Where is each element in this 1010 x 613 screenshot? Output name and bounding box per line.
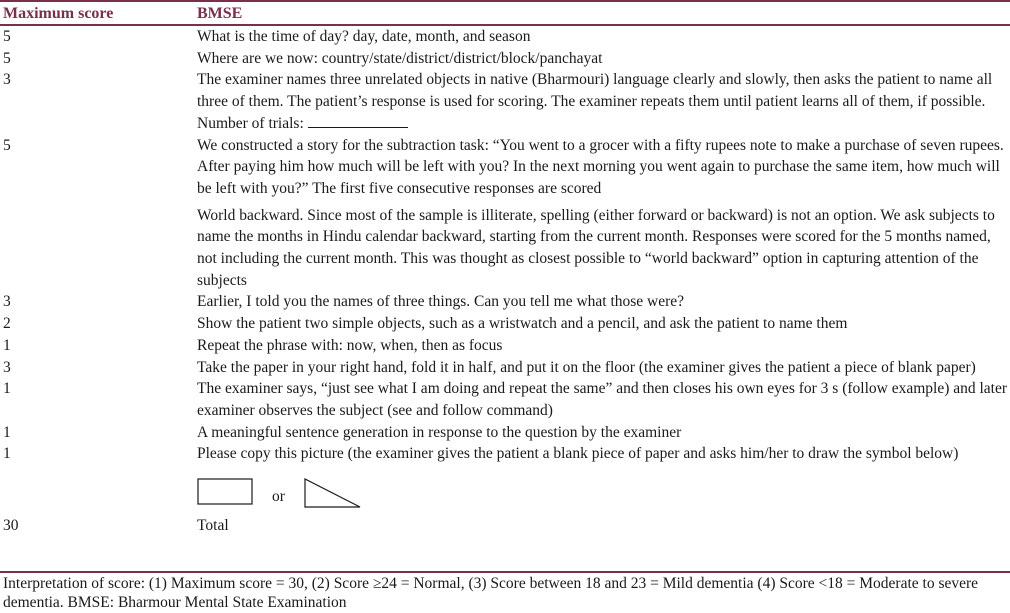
row-text: Show the patient two simple objects, such as a wristwatch and a pencil, and ask the patient to name them [197,315,848,333]
table-row [0,135,1010,200]
table-row [0,443,1010,513]
row-score [0,200,197,292]
top-rule [0,0,1010,2]
table-row [0,48,1010,70]
table-row [0,200,1010,292]
row-text: Repeat the phrase with: now, when, then as focus [197,336,503,354]
table-footnote: Interpretation of score: (1) Maximum score = 30, (2) Score ≥24 = Normal, (3) Score between 18 and 23 = Mild dementia (4) Score <18 = Moderate to severe dementia. BMSE: Bharmour Mental State Examination [3,575,979,611]
row-text: The examiner says, “just see what I am doing and repeat the same” and then closes his own eyes for 3 s (follow example) and later examiner observes the subject (see and follow command) [197,380,1008,419]
table-row [0,26,1010,48]
copy-symbols [197,465,1008,513]
row-score: 1 [3,423,11,441]
table-row [0,291,1010,313]
table-row [0,313,1010,335]
triangle-symbol-icon [305,479,360,507]
row-text: A meaningful sentence generation in response to the question by the examiner [197,423,682,441]
row-text: Please copy this picture (the examiner gives the patient a blank piece of paper and asks him/her to draw the symbol below) [197,445,959,463]
row-score: 1 [3,445,11,463]
row-text-with-blank [197,69,1010,134]
row-text-with-shapes [197,443,1010,513]
header-bmse: BMSE [197,5,243,22]
row-score: 3 [3,358,11,376]
total-label: Total [197,517,229,535]
table-row [0,335,1010,357]
row-text: Earlier, I told you the names of three things. Can you tell me what those were? [197,293,685,311]
row-score: 3 [3,293,11,311]
table-row [0,378,1010,421]
row-text: What is the time of day? day, date, month, and season [197,28,531,45]
row-score: 5 [3,49,11,67]
row-score: 1 [3,380,11,398]
or-label: or [272,488,285,506]
table-row [0,69,1010,134]
row-text: Take the paper in your right hand, fold it in half, and put it on the floor (the examiner gives the patient a piece of blank paper) [197,358,976,376]
row-text: The examiner names three unrelated objects in native (Bharmouri) language clearly and slowly, then asks the patient to name all three of them. The patient’s response is used for scoring. The examiner repeats them until patient learns all of them, if possible. Number of trials: [197,71,993,132]
rectangle-symbol-icon [198,479,252,504]
table-row [0,357,1010,379]
header-maximum-score: Maximum score [3,5,114,22]
total-score: 30 [3,517,19,535]
total-row [0,513,1010,537]
row-text: We constructed a story for the subtraction task: “You went to a grocer with a fifty rupees note to make a purchase of seven rupees. After paying him how much will be left with you? In the next morning you went again to purchase the same item, how much will be left with you?” The first five consecutive responses are scored [197,136,1004,197]
row-score: 1 [3,336,11,354]
trials-blank-line [308,113,408,128]
bottom-rule [0,571,1010,573]
row-score: 5 [3,136,11,154]
table-row [0,422,1010,444]
row-score: 5 [3,28,11,45]
bmse-table [0,26,1010,537]
row-text: Where are we now: country/state/district/district/block/panchayat [197,49,603,67]
row-text: World backward. Since most of the sample is illiterate, spelling (either forward or backward) is not an option. We ask subjects to name the months in Hindu calendar backward, starting from the current month. Responses were scored for the 5 months named, not including the current month. This was thought as closest possible to “world backward” option in capturing attention of the subjects [197,206,995,289]
row-score: 3 [3,71,11,89]
row-score: 2 [3,315,11,333]
